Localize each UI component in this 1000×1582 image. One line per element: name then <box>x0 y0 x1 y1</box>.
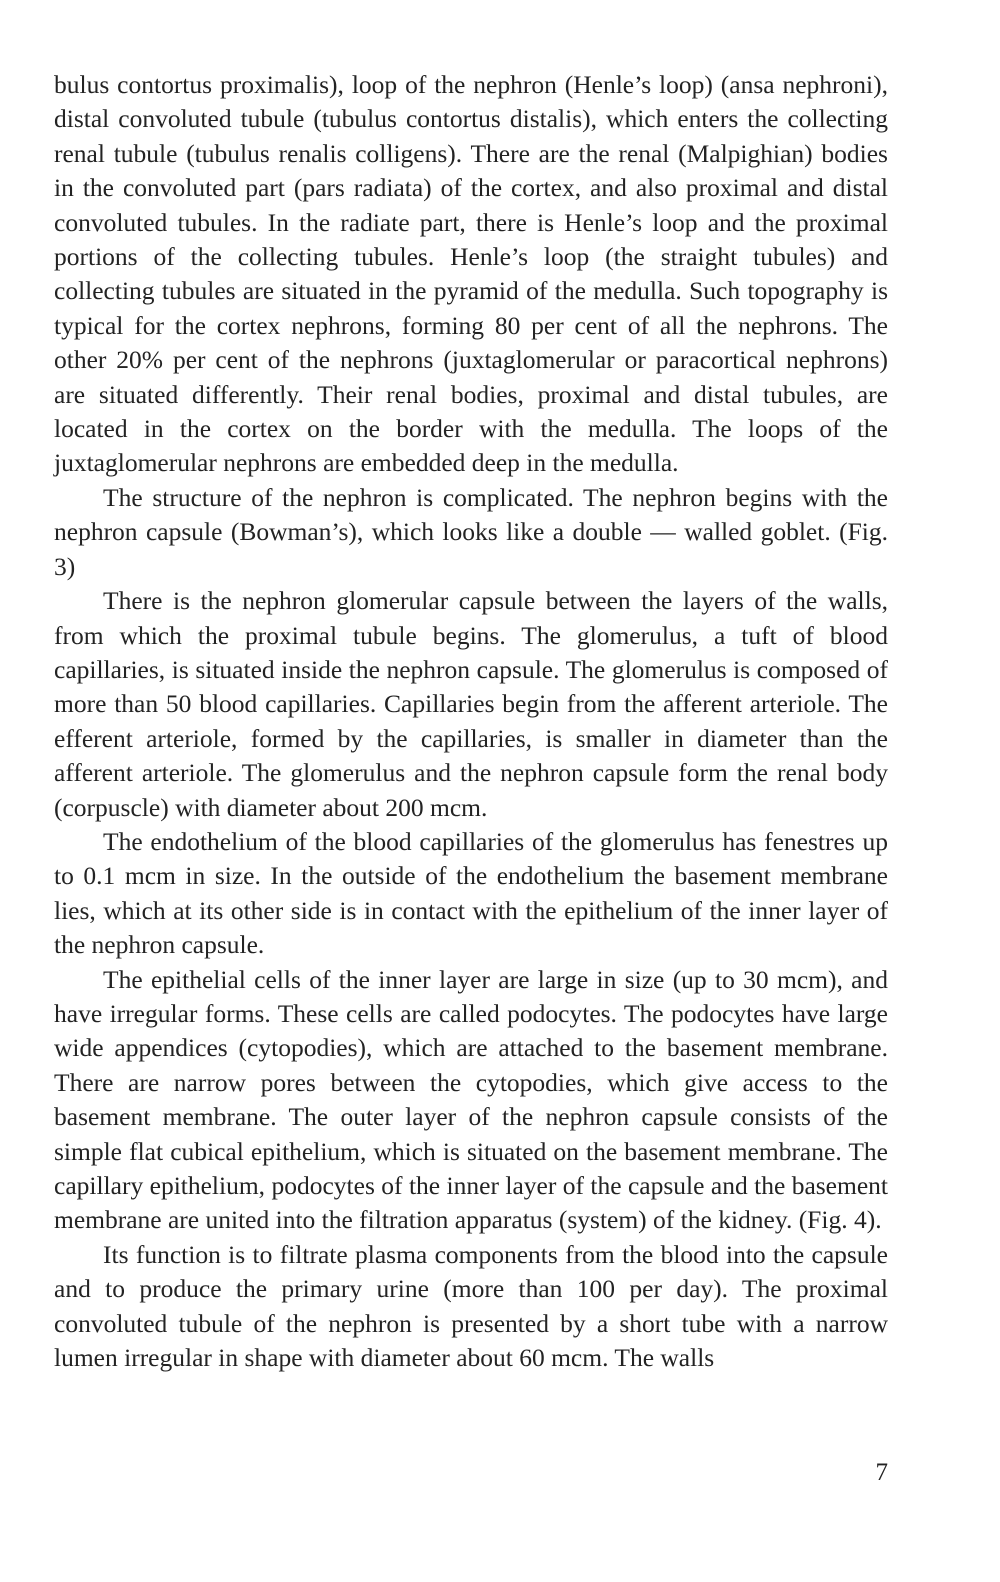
paragraph-3: There is the nephron glomerular capsule between the layers of the walls, from which the proximal tubule begins. The glomerulus, a tuft of blood capillaries, is situated inside the nephron capsule. The glomerulus is composed of more than 50 blood capillaries. Capillaries begin from the afferent arteriole. The efferent arteriole, formed by the capillaries, is smaller in diameter than the afferent arteriole. The glomerulus and the nephron capsule form the renal body (corpuscle) with diameter about 200 mcm. <box>54 586 888 822</box>
paragraph-4: The endothelium of the blood capillaries of the glomerulus has fenestres up to 0.1 mcm in size. In the outside of the endothelium the basement membrane lies, which at its other side is in contact with the epithelium of the inner layer of the nephron capsule. <box>54 826 888 960</box>
page-number: 7 <box>875 1459 888 1486</box>
paragraph-5: The epithelial cells of the inner layer are large in size (up to 30 mcm), and have irregular forms. These cells are called podocytes. The podocytes have large wide appendices (cytopodies), which are attached to the basement membrane. There are narrow pores between the cytopodies, which give access to the basement membrane. The outer layer of the nephron capsule consists of the simple flat cubical epithelium, which is situated on the basement membrane. The capillary epithelium, podocytes of the inner layer of the capsule and the basement membrane are united into the filtration apparatus (system) of the kidney. (Fig. 4). <box>54 964 888 1235</box>
paragraph-1: bulus contortus proximalis), loop of the nephron (Henle’s loop) (ansa nephroni), distal convoluted tubule (tubulus contortus distalis), which enters the collecting renal tubule (tubulus renalis colligens). There are the renal (Malpighian) bodies in the convoluted part (pars radiata) of the cortex, and also proximal and distal convoluted tubules. In the radiate part, there is Henle’s loop and the proximal portions of the collecting tubules. Henle’s loop (the straight tubules) and collecting tubules are situated in the pyramid of the medulla. Such topography is typical for the cortex nephrons, forming 80 per cent of all the nephrons. The other 20% per cent of the nephrons (juxtaglomerular or paracortical nephrons) are situated differently. Their renal bodies, proximal and distal tubules, are located in the cortex on the border with the medulla. The loops of the juxtaglomerular nephrons are embedded deep in the medulla. <box>54 70 888 478</box>
paragraph-2: The structure of the nephron is complicated. The nephron begins with the nephron capsule (Bowman’s), which looks like a double — walled goblet. (Fig. 3) <box>54 482 888 581</box>
body-text <box>54 68 888 1375</box>
paragraph-6: Its function is to filtrate plasma components from the blood into the capsule and to produce the primary urine (more than 100 per day). The proximal convoluted tubule of the nephron is presented by a short tube with a narrow lumen irregular in shape with diameter about 60 mcm. The walls <box>54 1239 888 1373</box>
